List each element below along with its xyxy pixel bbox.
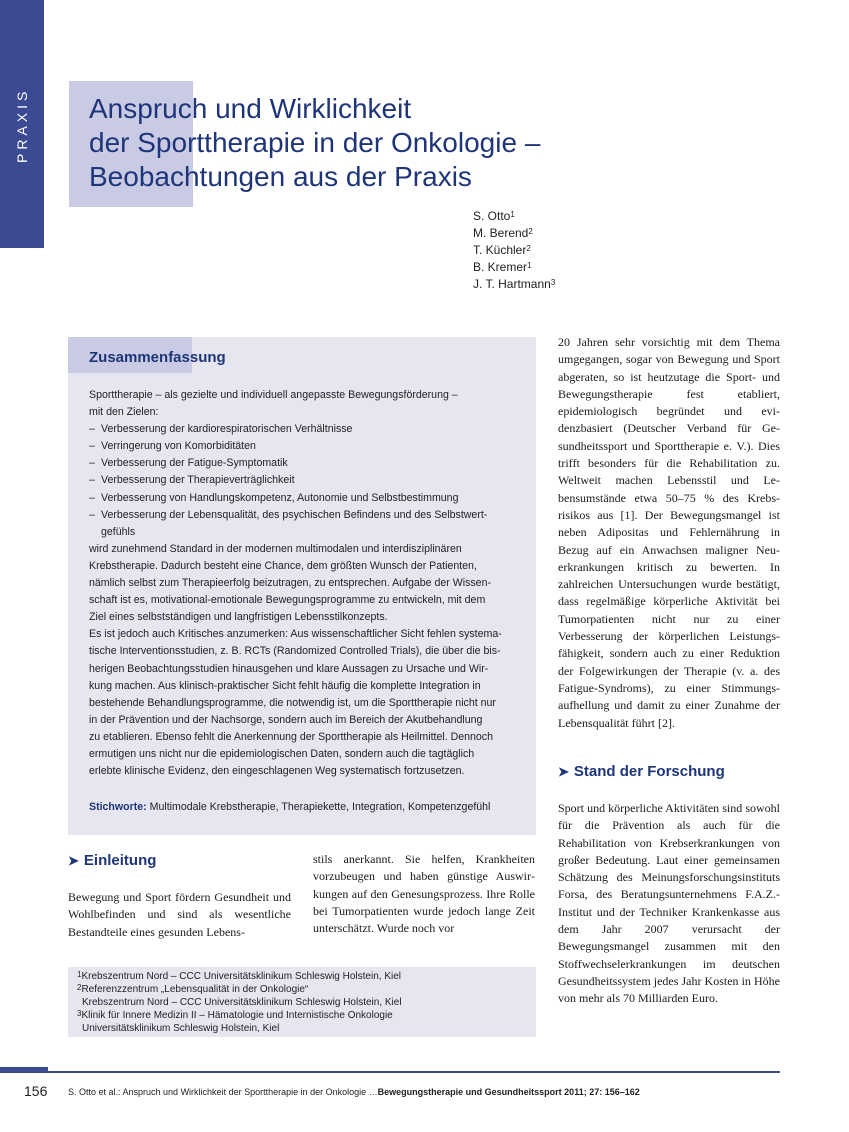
keywords: [89, 801, 490, 813]
author: T. Küchler$^2$: [473, 243, 531, 257]
abstract-line: Krebstherapie. Dadurch besteht eine Chance, dem größten Wunsch der Patienten,: [89, 559, 477, 572]
abstract-line: erlebte klinische Evidenz, den eingeschlagenen Weg systematisch fortzusetzen.: [89, 765, 465, 778]
abstract-body: [89, 387, 509, 780]
title-line: der Sporttherapie in der Onkologie –: [89, 127, 541, 158]
abstract-list-item: – Verbesserung der Lebensqualität, des psychischen Befindens und des Selbstwert-: [89, 507, 509, 524]
abstract-list-item: – Verbesserung der Fatigue-Symptomatik: [89, 455, 509, 472]
abstract-line: ermutigen uns nicht nur die epidemiologischen Daten, sondern auch die tagtäglich: [89, 747, 475, 760]
journal-reference: Bewegungstherapie und Gesundheitssport 2011; 27: 156–162: [377, 1087, 640, 1097]
right-col-para2: Sport und körperliche Aktivitäten sind sowohl für die Prävention als auch für die Rehabilitation von Krebserkrankungen von großer Bedeutung. Laut einer gemeinsamen Schätzung des Meinungsforschungsinstituts Forsa, des Beratungsunternehmens F.A.Z.-Institut und der Techniker Krankenkasse aus dem Jahr 2007 verursacht der Bewegungsmangel zusammen mit den Stoffwechselerkrankungen im deutschen Gesundheitssystem jedes Jahr Kosten in Höhe von mehr als 70 Milliarden Euro.: [558, 801, 780, 1006]
author: M. Berend$^2$: [473, 226, 533, 240]
abstract-line: schaft ist es, motivational-emotionale Bewegungsprogramme zu entwickeln, mit dem: [89, 594, 486, 607]
section-heading-einleitung: ➤ Einleitung: [68, 852, 157, 869]
affiliation: $^3$Klinik für Innere Medizin II – Hämatologie und Internistische Onkologie: [77, 1009, 393, 1021]
abstract-line: tische Interventionsstudien, z. B. RCTs (Randomized Controlled Trials), die über die bis-: [89, 645, 501, 658]
title-line: Anspruch und Wirklichkeit: [89, 93, 412, 124]
abstract-line: Es ist jedoch auch Kritisches anzumerken: Aus wissenschaftlicher Sicht fehlen systema-: [89, 628, 502, 641]
abstract-line: herigen Beobachtungsstudien hinausgehen und klare Aussagen zu Ursache und Wir-: [89, 662, 489, 675]
article-title: [89, 92, 649, 194]
abstract-line: bestehende Behandlungsprogramme, die notwendig ist, um die Sporttherapie nicht nur: [89, 696, 496, 709]
abstract-line: Sporttherapie – als gezielte und individuell angepasste Bewegungsförderung –: [89, 389, 458, 401]
footer-rule: [0, 1071, 780, 1073]
arrow-icon: ➤: [68, 853, 79, 868]
keywords-label: Stichworte:: [89, 801, 147, 813]
footer-accent: [0, 1067, 48, 1073]
arrow-icon: ➤: [558, 764, 569, 779]
affiliation: Krebszentrum Nord – CCC Universitätsklinikum Schleswig Holstein, Kiel: [82, 997, 402, 1008]
abstract-line: in der Prävention und der Nachsorge, sondern auch im Bereich der Akutbehandlung: [89, 713, 483, 726]
affiliation: $^2$Referenzzentrum „Lebensqualität in der Onkologie“: [77, 983, 309, 995]
footer-citation: S. Otto et al.: Anspruch und Wirklichkeit der Sporttherapie in der Onkologie …Bewegungstherapie und Gesundheitssport 2011; 27: 156–162: [68, 1087, 640, 1097]
abstract-line: zu etablieren. Ebenso fehlt die Anerkennung der Sporttherapie als Heilmittel. Dennoch: [89, 730, 493, 743]
page-number: 156: [24, 1083, 48, 1099]
author: S. Otto$^1$: [473, 209, 515, 223]
right-col-para1: 20 Jahren sehr vorsichtig mit dem Thema umgegangen, sogar von Bewegung und Sport abgeraten, so ist heutzutage die Sport- und Bewegungstherapie fest etabliert, epidemiologisch begründet und evidenzbasiert (Deutscher Verband für Gesundheitssport und Sporttherapie e. V.). Dies trifft besonders für die Rehabilitation zu. Weltweit machen Lebensstil und Lebensumstände etwa 50–75 % des Krebsrisikos aus [1]. Der Bewegungsmangel ist neben Adipositas und Fehlernährung in Bezug auf ein Anwachsen maligner Neuerkrankungen kritisch zu bewerten. In zahlreichen Untersuchungen wurde bestätigt, dass regelmäßige körperliche Aktivität bei Tumorpatienten nicht nur zu einer Verbesserung der körperlichen Leistungsfähigkeit, sondern auch zu einer Reduktion der Folgewirkungen der Therapie (v. a. des Fatigue-Syndroms), zu einer Stimmungsaufhellung und damit zu einer Zunahme der Lebensqualität führt [2].: [558, 335, 780, 730]
affiliation: $^1$Krebszentrum Nord – CCC Universitätsklinikum Schleswig Holstein, Kiel: [77, 970, 402, 982]
author: B. Kremer$^1$: [473, 260, 532, 274]
abstract-list-item: – Verbesserung von Handlungskompetenz, Autonomie und Selbstbestimmung: [89, 490, 509, 507]
author: J. T. Hartmann$^3$: [473, 277, 556, 291]
abstract-line: gefühls: [101, 525, 136, 538]
abstract-list-item: – Verbesserung der Therapieverträglichkeit: [89, 472, 509, 489]
abstract-list-item: – Verringerung von Komorbiditäten: [89, 438, 509, 455]
author-list: [473, 208, 555, 293]
abstract-heading: Zusammenfassung: [89, 349, 226, 366]
abstract-line: mit den Zielen:: [89, 406, 159, 419]
affiliation: Universitätsklinikum Schleswig Holstein, Kiel: [82, 1023, 280, 1034]
section-heading-forschung: ➤ Stand der Forschung: [558, 763, 725, 780]
einleitung-col2: stils anerkannt. Sie helfen, Krankheiten vorzubeugen und haben günstige Auswirkungen auf den Genesungsprozess. Ihre Rolle bei Tumorpatienten wurde jedoch lange Zeit unterschätzt. Wurde noch vor: [313, 852, 535, 936]
einleitung-col1: Bewegung und Sport fördern Gesundheit und Wohlbefinden und sind als wesentliche Bestandteile eines gesunden Lebens-: [68, 890, 291, 939]
section-label: PRAXIS: [14, 87, 30, 163]
abstract-line: wird zunehmend Standard in der modernen multimodalen und interdisziplinären: [89, 542, 462, 555]
abstract-line: kung machen. Aus klinisch-praktischer Sicht fehlt häufig die komplette Integration in: [89, 679, 481, 692]
abstract-list-item: – Verbesserung der kardiorespiratorischen Verhältnisse: [89, 421, 509, 438]
affiliations: [77, 970, 402, 1035]
abstract-line: nämlich selbst zum Therapieerfolg beizutragen, zu entsprechen. Aufgabe der Wissen-: [89, 577, 491, 590]
abstract-line: Ziel eines selbstständigen und langfristigen Lebensstilkonzepts.: [89, 611, 388, 624]
title-line: Beobachtungen aus der Praxis: [89, 161, 472, 192]
keywords-text: Multimodale Krebstherapie, Therapiekette, Integration, Kompetenzgefühl: [149, 801, 491, 813]
